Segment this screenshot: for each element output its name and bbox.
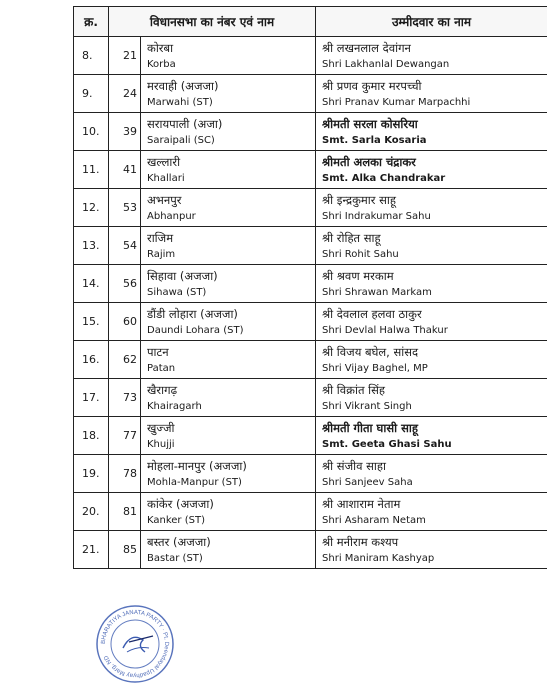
serial-number: 10. [74,113,109,151]
table-row [74,531,547,569]
candidate-name-hindi: श्री देवलाल हलवा ठाकुर [322,305,543,323]
table-row [74,303,547,341]
candidate-name [316,189,547,227]
constituency-name-english: Daundi Lohara (ST) [147,323,311,338]
constituency-name-english: Khujji [147,437,311,452]
table-row [74,417,547,455]
constituency-name-english: Patan [147,361,311,376]
candidate-name-hindi: श्री श्रवण मरकाम [322,267,543,285]
constituency-name-english: Marwahi (ST) [147,95,311,110]
candidate-name-english: Shri Sanjeev Saha [322,475,543,490]
constituency-name-english: Bastar (ST) [147,551,311,566]
constituency-name [141,341,316,379]
constituency-name-hindi: सरायपाली (अजा) [147,115,311,133]
serial-number: 13. [74,227,109,265]
constituency-name-english: Khairagarh [147,399,311,414]
candidate-name-hindi: श्री आशाराम नेताम [322,495,543,513]
serial-number: 20. [74,493,109,531]
candidate-name [316,341,547,379]
candidate-name [316,151,547,189]
candidate-name-english: Shri Rohit Sahu [322,247,543,262]
constituency-name-hindi: डौंडी लोहारा (अजजा) [147,305,311,323]
constituency-number: 56 [109,265,141,303]
constituency-name-hindi: सिहावा (अजजा) [147,267,311,285]
serial-number: 15. [74,303,109,341]
table-header-row [74,7,547,37]
party-seal-stamp [93,602,177,686]
candidate-name [316,493,547,531]
candidate-name [316,75,547,113]
candidate-name-english: Shri Lakhanlal Dewangan [322,57,543,72]
constituency-name [141,151,316,189]
candidate-name-hindi: श्री संजीव साहा [322,457,543,475]
constituency-name [141,531,316,569]
constituency-number: 73 [109,379,141,417]
table-row [74,151,547,189]
constituency-name-hindi: पाटन [147,343,311,361]
constituency-name-hindi: खुज्जी [147,419,311,437]
candidate-name [316,37,547,75]
table-row [74,75,547,113]
serial-number: 19. [74,455,109,493]
constituency-name-hindi: मरवाही (अजजा) [147,77,311,95]
candidate-name-english: Shri Maniram Kashyap [322,551,543,566]
constituency-name [141,417,316,455]
constituency-number: 53 [109,189,141,227]
candidate-name-hindi: श्रीमती गीता घासी साहू [322,419,543,437]
candidate-name-hindi: श्री विक्रांत सिंह [322,381,543,399]
constituency-name [141,227,316,265]
constituency-name-english: Korba [147,57,311,72]
constituency-name-hindi: कांकेर (अजजा) [147,495,311,513]
header-serial: क्र. [74,7,109,37]
constituency-name [141,189,316,227]
constituency-number: 54 [109,227,141,265]
serial-number: 18. [74,417,109,455]
serial-number: 16. [74,341,109,379]
candidate-name-english: Shri Pranav Kumar Marpachhi [322,95,543,110]
candidate-name-english: Smt. Geeta Ghasi Sahu [322,437,543,452]
constituency-name-hindi: राजिम [147,229,311,247]
candidate-name-english: Shri Indrakumar Sahu [322,209,543,224]
constituency-name [141,37,316,75]
constituency-number: 41 [109,151,141,189]
seal-text: BHARATIYA JANATA PARTY · Pt. Deendayal Upadhyay Marg, ND [101,610,169,678]
constituency-name [141,303,316,341]
constituency-name-english: Mohla-Manpur (ST) [147,475,311,490]
candidate-name-hindi: श्री लखनलाल देवांगन [322,39,543,57]
table-row [74,37,547,75]
serial-number: 12. [74,189,109,227]
constituency-name [141,75,316,113]
candidate-name-english: Shri Asharam Netam [322,513,543,528]
candidate-name-english: Smt. Sarla Kosaria [322,133,543,148]
constituency-name [141,265,316,303]
serial-number: 21. [74,531,109,569]
table-row [74,227,547,265]
candidate-name-hindi: श्री प्रणव कुमार मरपच्ची [322,77,543,95]
candidate-name [316,455,547,493]
table-row [74,493,547,531]
candidate-name-hindi: श्रीमती अलका चंद्राकर [322,153,543,171]
candidate-name-english: Shri Shrawan Markam [322,285,543,300]
constituency-name-hindi: बस्तर (अजजा) [147,533,311,551]
serial-number: 11. [74,151,109,189]
constituency-name-english: Kanker (ST) [147,513,311,528]
constituency-number: 24 [109,75,141,113]
candidate-name-english: Shri Vijay Baghel, MP [322,361,543,376]
serial-number: 14. [74,265,109,303]
constituency-name-english: Rajim [147,247,311,262]
candidate-name-hindi: श्री मनीराम कश्यप [322,533,543,551]
constituency-number: 78 [109,455,141,493]
candidate-name-hindi: श्री विजय बघेल, सांसद [322,343,543,361]
candidate-name [316,417,547,455]
constituency-number: 77 [109,417,141,455]
constituency-number: 60 [109,303,141,341]
candidate-name-english: Smt. Alka Chandrakar [322,171,543,186]
constituency-name [141,379,316,417]
constituency-name-hindi: अभनपुर [147,191,311,209]
constituency-name-english: Abhanpur [147,209,311,224]
candidate-name-hindi: श्री रोहित साहू [322,229,543,247]
candidate-name-english: Shri Devlal Halwa Thakur [322,323,543,338]
table-row [74,455,547,493]
table-row [74,379,547,417]
candidate-name [316,531,547,569]
constituency-name-english: Khallari [147,171,311,186]
constituency-name-hindi: खैरागढ़ [147,381,311,399]
constituency-name-hindi: मोहला-मानपुर (अजजा) [147,457,311,475]
serial-number: 8. [74,37,109,75]
constituency-name [141,113,316,151]
candidate-name-hindi: श्रीमती सरला कोसरिया [322,115,543,133]
constituency-number: 62 [109,341,141,379]
candidate-name [316,303,547,341]
table-row [74,189,547,227]
header-candidate: उम्मीदवार का नाम [316,7,547,37]
candidate-name [316,227,547,265]
serial-number: 9. [74,75,109,113]
candidate-name [316,113,547,151]
candidate-table [73,6,547,569]
candidate-name-english: Shri Vikrant Singh [322,399,543,414]
table-row [74,113,547,151]
constituency-name-english: Sihawa (ST) [147,285,311,300]
constituency-name [141,455,316,493]
constituency-name-english: Saraipali (SC) [147,133,311,148]
header-constituency: विधानसभा का नंबर एवं नाम [109,7,316,37]
candidate-name [316,265,547,303]
constituency-name-hindi: कोरबा [147,39,311,57]
constituency-number: 39 [109,113,141,151]
candidate-name-hindi: श्री इन्द्रकुमार साहू [322,191,543,209]
candidate-name [316,379,547,417]
table-row [74,265,547,303]
constituency-name-hindi: खल्लारी [147,153,311,171]
constituency-name [141,493,316,531]
serial-number: 17. [74,379,109,417]
constituency-number: 81 [109,493,141,531]
constituency-number: 85 [109,531,141,569]
table-row [74,341,547,379]
constituency-number: 21 [109,37,141,75]
